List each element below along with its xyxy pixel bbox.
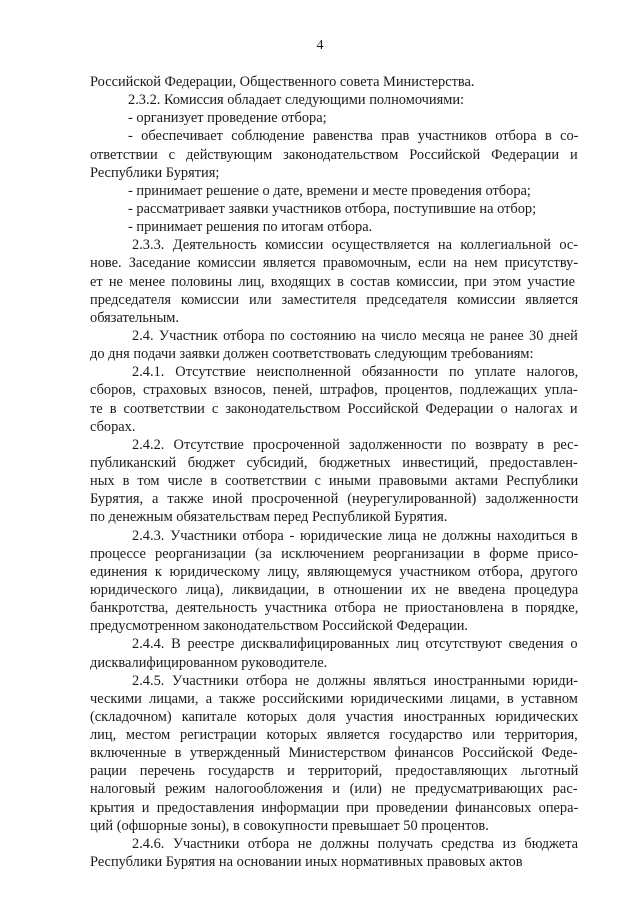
text-line: по денежным обязательствам перед Республикой Бурятия. <box>90 509 448 526</box>
text-line: юридического лица), ликвидации, в отношении их не введена процедура <box>90 581 579 598</box>
text-line: лиц, местом регистрации которых является государство или территория, <box>90 727 578 744</box>
text-line: ций (офшорные зоны), в совокупности превышает 50 процентов. <box>90 817 489 834</box>
text-line: рации перечень государств и территорий, предоставляющих льготный <box>90 763 579 780</box>
text-line: сборов, страховых взносов, пеней, штрафов, процентов, подлежащих упла- <box>90 382 578 399</box>
text-line: нове. Заседание комиссии является правомочным, если на нем присутству- <box>90 255 579 272</box>
text-line: до дня подачи заявки должен соответствовать следующим требованиям: <box>90 346 534 363</box>
text-line: 2.4.3. Участники отбора - юридические лица не должны находиться в <box>132 527 578 544</box>
text-line: - рассматривает заявки участников отбора, поступившие на отбор; <box>128 200 537 217</box>
text-line: сборах. <box>90 418 136 435</box>
text-line: 2.4.4. В реестре дисквалифицированных лиц отсутствуют сведения о <box>132 636 578 653</box>
text-line: те в соответствии с законодательством Российской Федерации о налогах и <box>90 400 578 417</box>
text-line: 2.4.2. Отсутствие просроченной задолженности по возврату в рес- <box>132 436 579 453</box>
text-line: банкротства, деятельность участника отбора не приостановлена в порядке, <box>90 600 579 617</box>
text-line: 2.4.6. Участники отбора не должны получать средства из бюджета <box>132 835 579 852</box>
text-line: - обеспечивает соблюдение равенства прав участников отбора в со- <box>128 128 579 145</box>
document-body <box>90 73 578 871</box>
text-line: публиканский бюджет субсидий, бюджетных инвестиций, предоставлен- <box>90 454 578 471</box>
text-line: 2.4. Участник отбора по состоянию на число месяца не ранее 30 дней <box>132 327 578 344</box>
text-line: 2.3.3. Деятельность комиссии осуществляется на коллегиальной ос- <box>132 237 579 254</box>
text-line: - принимает решение о дате, времени и месте проведения отбора; <box>128 182 531 199</box>
text-line: ческими лицами, а также российскими юридическими лицами, в уставном <box>90 690 578 707</box>
text-line: Республики Бурятия; <box>90 164 220 181</box>
text-line: Российской Федерации, Общественного совета Министерства. <box>90 74 475 90</box>
text-line: дисквалифицированном руководителе. <box>90 654 328 671</box>
text-line: - принимает решения по итогам отбора. <box>128 219 373 236</box>
text-line: включенные в утвержденный Министерством финансов Российской Феде- <box>90 745 578 762</box>
text-line: 2.4.5. Участники отбора не должны являться иностранными юриди- <box>132 672 579 689</box>
text-line: процессе реорганизации (за исключением реорганизации в форме присо- <box>90 545 579 562</box>
text-line: Республики Бурятия на основании иных нормативных правовых актов <box>90 854 523 871</box>
text-line: (складочном) капитале которых доля участия иностранных юридических <box>90 708 579 725</box>
text-line: председателя комиссии или заместителя председателя комиссии является <box>90 291 579 308</box>
text-line: предусмотренном законодательством Российской Федерации. <box>90 618 469 635</box>
text-line: 2.3.2. Комиссия обладает следующими полномочиями: <box>128 92 465 109</box>
text-line: 2.4.1. Отсутствие неисполненной обязанности по уплате налогов, <box>132 364 579 381</box>
text-line: обязательным. <box>90 309 179 326</box>
page-number: 4 <box>316 38 324 53</box>
text-line: ных в том числе в соответствии с иными правовыми актами Республики <box>90 473 579 490</box>
text-line: ответствии с действующим законодательством Российской Федерации и <box>90 146 578 163</box>
text-line: - организует проведение отбора; <box>128 110 327 127</box>
text-line: ет не менее половины лиц, входящих в состав комиссии, при этом участие <box>90 273 576 290</box>
text-line: единения к юридическому лицу, являющемуся участником отбора, другого <box>90 563 578 580</box>
text-line: налоговый режим налогообложения и (или) не предусматривающих рас- <box>90 781 578 798</box>
text-line: крытия и предоставления информации при проведении финансовых опера- <box>90 799 579 816</box>
text-line: Бурятия, а также иной просроченной (неурегулированной) задолженности <box>90 491 579 508</box>
